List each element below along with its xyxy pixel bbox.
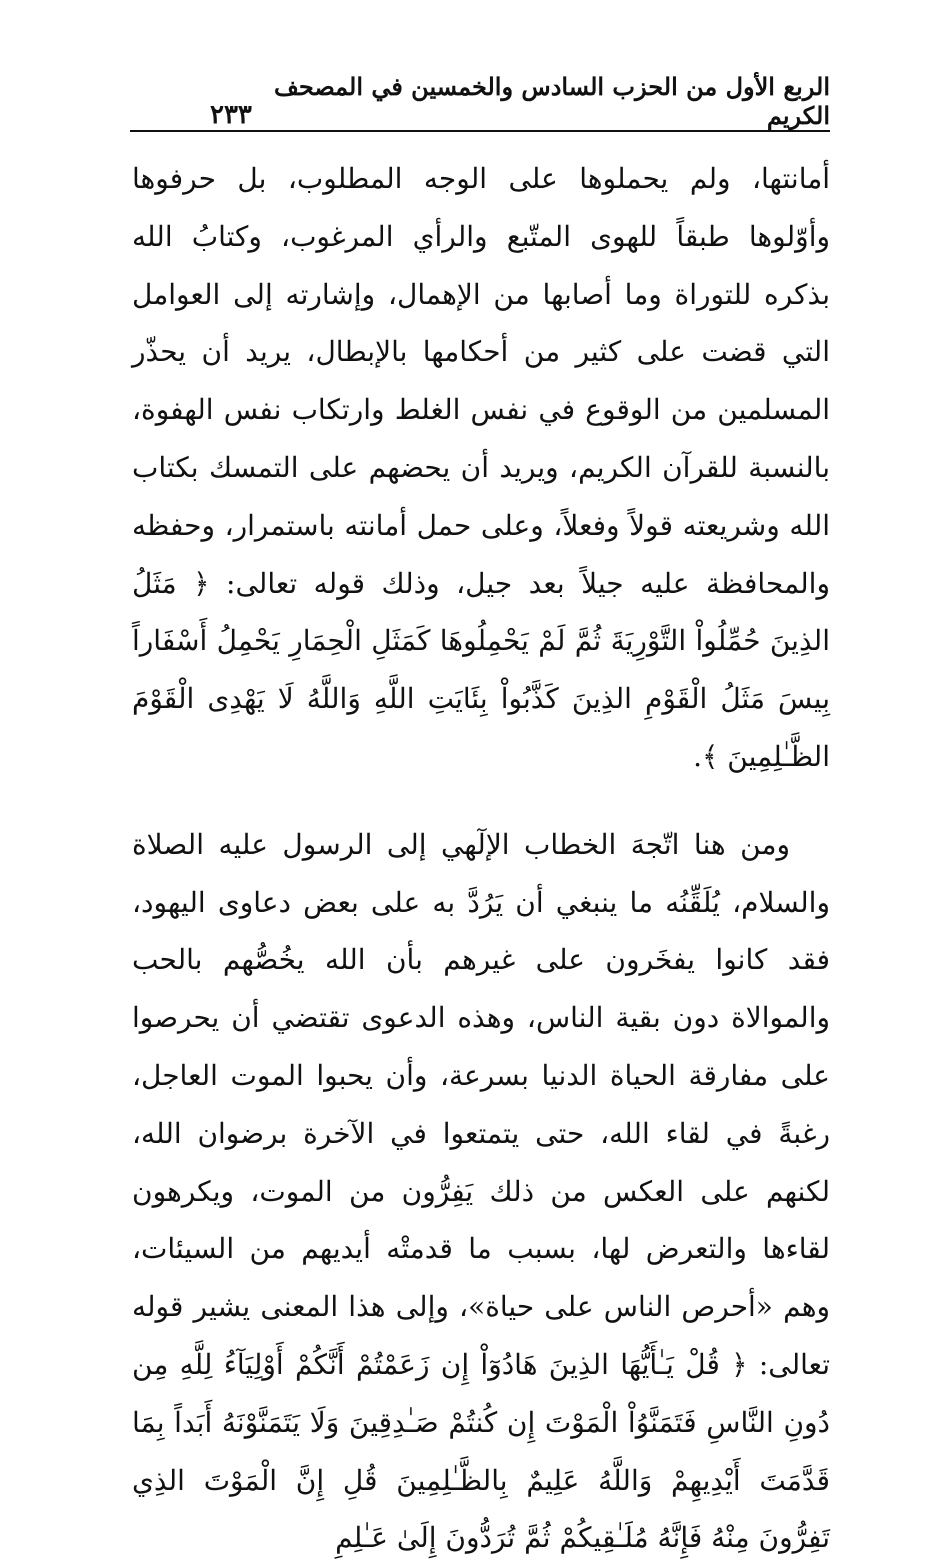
quran-verse-2: ﴿ قُلْ يَـٰأَيُّهَا الذِينَ هَادُوٓاْ إِن زَعَمْتُمْ أَنَّكُمْ أَوْلِيَآءُ لِلَّهِ مِن دُونِ النَّاسِ فَتَمَنَّوُاْ الْمَوْتَ إِن كُنتُمْ صَـٰدِقِينَ وَلَا يَتَمَنَّوْنَهُ أَبَداً بِمَا قَدَّمَتَ أَيْدِيهِمْ وَاللَّهُ عَلِيمٌ بِالظَّـٰلِمِينَ قُلِ إِنَّ الْمَوْتَ الذِي تَفِرُّونَ مِنْهُ فَإِنَّهُ مُلَـٰقِيكُمْ ثُمَّ تُرَدُّونَ إِلَىٰ عَـٰلِمِ xyxy=(132,1347,830,1555)
paragraph-1-text: أمانتها، ولم يحملوها على الوجه المطلوب، بل حرفوها وأوّلوها طبقاً للهوى المتّبع والرأي المرغوب، وكتابُ الله بذكره للتوراة وما أصابها من الإهمال، وإشارته إلى العوامل التي قضت على كثير من أحكامها بالإبطال، يريد أن يحذّر المسلمين من الوقوع في نفس الغلط وارتكاب نفس الهفوة، بالنسبة للقرآن الكريم، ويريد أن يحضهم على التمسك بكتاب الله وشريعته قولاً وفعلاً، وعلى حمل أمانته باستمرار، وحفظه والمحافظة عليه جيلاً بعد جيل، وذلك قوله تعالى: xyxy=(132,162,830,600)
paragraph-2-text: ومن هنا اتّجهَ الخطاب الإلٓهي إلى الرسول عليه الصلاة والسلام، يُلَقِّنُه ما ينبغي أن يَرُدَّ به على بعض دعاوى اليهود، فقد كانوا يفخَرون على غيرهم بأن الله يخُصُّهم بالحب والموالاة دون بقية الناس، وهذه الدعوى تقتضي أن يحرصوا على مفارقة الحياة الدنيا بسرعة، وأن يحبوا الموت العاجل، رغبةً في لقاء الله، حتى يتمتعوا في الآخرة برضوان الله، لكنهم على العكس من ذلك يَفِرُّون من الموت، ويكرهون لقاءها والتعرض لها، بسبب ما قدمتْه أيديهم من السيئات، وهم «أحرص الناس على حياة»، وإلى هذا المعنى يشير قوله تعالى: xyxy=(132,827,830,1381)
quran-verse-1: ﴿ مَثَلُ الذِينَ حُمِّلُواْ التَّوْرِيَةَ ثُمَّ لَمْ يَحْمِلُوهَا كَمَثَلِ الْحِمَارِ يَحْمِلُ أَسْفَاراً بِيسَ مَثَلُ الْقَوْمِ الذِينَ كَذَّبُواْ بِئَايَتِ اللَّهِ وَاللَّهُ لَا يَهْدِى الْقَوْمَ الظَّـٰلِمِينَ ﴾ xyxy=(132,566,830,773)
header-title: الربع الأول من الحزب السادس والخمسين في المصحف الكريم xyxy=(273,72,830,130)
body-text xyxy=(132,150,830,1567)
paragraph-1 xyxy=(132,150,830,786)
paragraph-2 xyxy=(132,816,830,1567)
header-rule xyxy=(130,130,830,132)
paragraph-1-end: . xyxy=(693,739,702,773)
page-number: ٢٣٣ xyxy=(210,100,252,130)
running-header xyxy=(130,72,830,130)
